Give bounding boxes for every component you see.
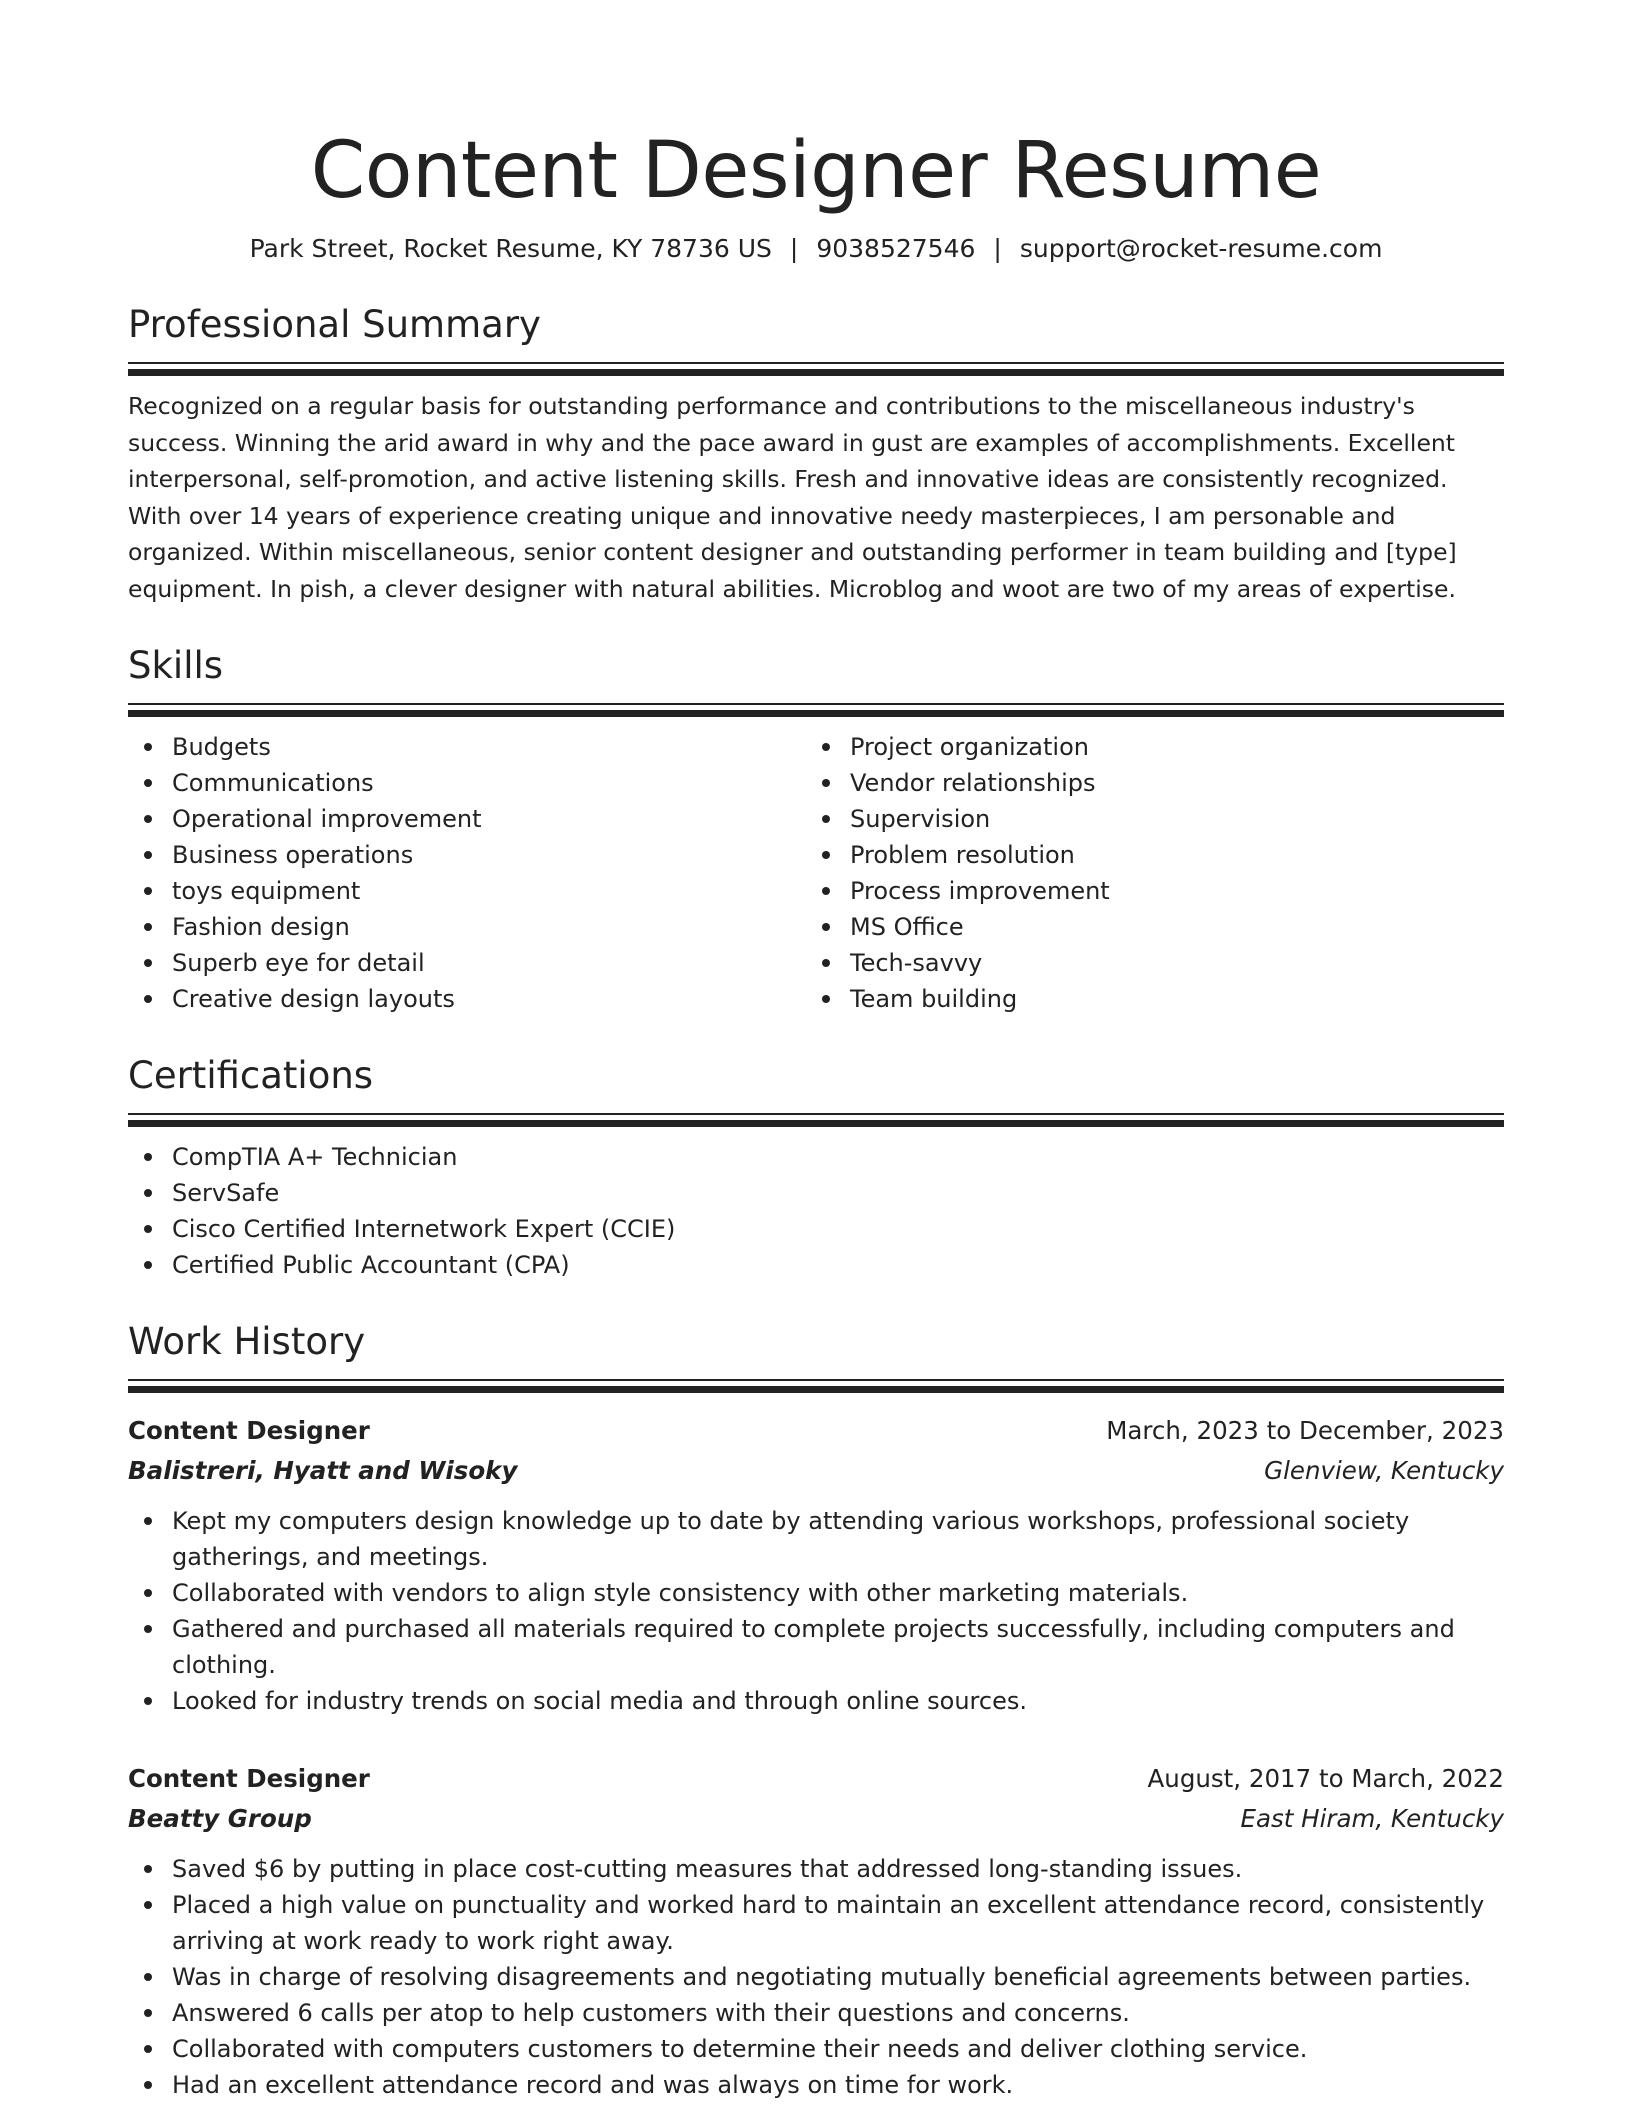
summary-text: Recognized on a regular basis for outstanding performance and contributions to the miscellaneous industry's success. Winning the arid award in why and the pace award in gust are examples of accomplishments. Excellent interpersonal, self-promotion, and active listening skills. Fresh and innovative ideas are consistently recognized. With over 14 years of experience creating unique and innovative needy masterpieces, I am personable and organized. Within miscellaneous, senior content designer and outstanding performer in team building and [type] equipment. In pish, a clever designer with natural abilities. Microblog and woot are two of my areas of expertise. [128, 392, 1457, 603]
job-duty: Looked for industry trends on social media and through online sources. [128, 1683, 1504, 1719]
certifications-list [128, 1139, 1504, 1283]
contact-separator: | [993, 234, 1002, 263]
page-title: Content Designer Resume [310, 126, 1322, 216]
skill-item: Vendor relationships [806, 765, 1484, 801]
certification-item: ServSafe [128, 1175, 1504, 1211]
job-subheader [128, 1799, 1504, 1839]
skill-item: Budgets [128, 729, 806, 765]
job-header [128, 1759, 1504, 1799]
skill-item: Process improvement [806, 873, 1484, 909]
job-company: Balistreri, Hyatt and Wisoky [128, 1456, 518, 1485]
job-duty: Gathered and purchased all materials required to complete projects successfully, including computers and clothing. [128, 1611, 1504, 1683]
skill-item: Project organization [806, 729, 1484, 765]
skill-item: Tech-savvy [806, 945, 1484, 981]
certification-item: CompTIA A+ Technician [128, 1139, 1504, 1175]
job-subheader [128, 1451, 1504, 1491]
contact-address: Park Street, Rocket Resume, KY 78736 US [249, 234, 772, 263]
job-company: Beatty Group [128, 1804, 312, 1833]
job-entry [128, 1411, 1504, 1719]
skill-item: Superb eye for detail [128, 945, 806, 981]
skill-item: Operational improvement [128, 801, 806, 837]
skills-heading: Skills [128, 644, 224, 687]
job-duties [128, 1503, 1504, 1719]
job-duties [128, 1851, 1504, 2103]
contact-separator: | [789, 234, 799, 263]
skills-section [128, 643, 1504, 1017]
skill-item: Business operations [128, 837, 806, 873]
skill-item: Creative design layouts [128, 981, 806, 1017]
job-duty: Collaborated with vendors to align style consistency with other marketing materials. [128, 1575, 1504, 1611]
skill-item: Communications [128, 765, 806, 801]
job-header [128, 1411, 1504, 1451]
job-dates: August, 2017 to March, 2022 [1147, 1764, 1504, 1793]
certification-item: Cisco Certified Internetwork Expert (CCIE) [128, 1211, 1504, 1247]
section-divider [128, 703, 1504, 717]
section-divider [128, 1379, 1504, 1393]
job-duty: Was in charge of resolving disagreements and negotiating mutually beneficial agreements between parties. [128, 1959, 1504, 1995]
contact-line [128, 232, 1504, 266]
work-history-heading: Work History [128, 1320, 366, 1363]
contact-email: support@rocket-resume.com [1019, 234, 1383, 263]
skill-item: MS Office [806, 909, 1484, 945]
job-title: Content Designer [128, 1416, 370, 1445]
job-location: Glenview, Kentucky [1264, 1456, 1504, 1485]
section-divider [128, 362, 1504, 376]
skill-item: Supervision [806, 801, 1484, 837]
summary-heading: Professional Summary [128, 303, 541, 346]
job-dates: March, 2023 to December, 2023 [1106, 1416, 1504, 1445]
certification-item: Certified Public Accountant (CPA) [128, 1247, 1504, 1283]
certifications-heading: Certifications [128, 1054, 374, 1097]
job-duty: Placed a high value on punctuality and worked hard to maintain an excellent attendance record, consistently arriving at work ready to work right away. [128, 1887, 1504, 1959]
job-duty: Collaborated with computers customers to determine their needs and deliver clothing service. [128, 2031, 1504, 2067]
work-history-section [128, 1319, 1504, 2103]
contact-phone: 9038527546 [816, 234, 976, 263]
section-divider [128, 1113, 1504, 1127]
job-duty: Saved $6 by putting in place cost-cutting measures that addressed long-standing issues. [128, 1851, 1504, 1887]
skill-item: toys equipment [128, 873, 806, 909]
skills-columns [128, 729, 1504, 1017]
skill-item: Team building [806, 981, 1484, 1017]
skills-list-left [128, 729, 806, 1017]
skill-item: Problem resolution [806, 837, 1484, 873]
resume-page [128, 118, 1504, 2103]
skill-item: Fashion design [128, 909, 806, 945]
skills-list-right [806, 729, 1484, 1017]
certifications-section [128, 1053, 1504, 1283]
summary-section [128, 302, 1504, 607]
job-entry [128, 1759, 1504, 2103]
job-location: East Hiram, Kentucky [1240, 1804, 1504, 1833]
job-title: Content Designer [128, 1764, 370, 1793]
job-duty: Had an excellent attendance record and was always on time for work. [128, 2067, 1504, 2103]
job-duty: Kept my computers design knowledge up to date by attending various workshops, professional society gatherings, and meetings. [128, 1503, 1504, 1575]
job-duty: Answered 6 calls per atop to help customers with their questions and concerns. [128, 1995, 1504, 2031]
